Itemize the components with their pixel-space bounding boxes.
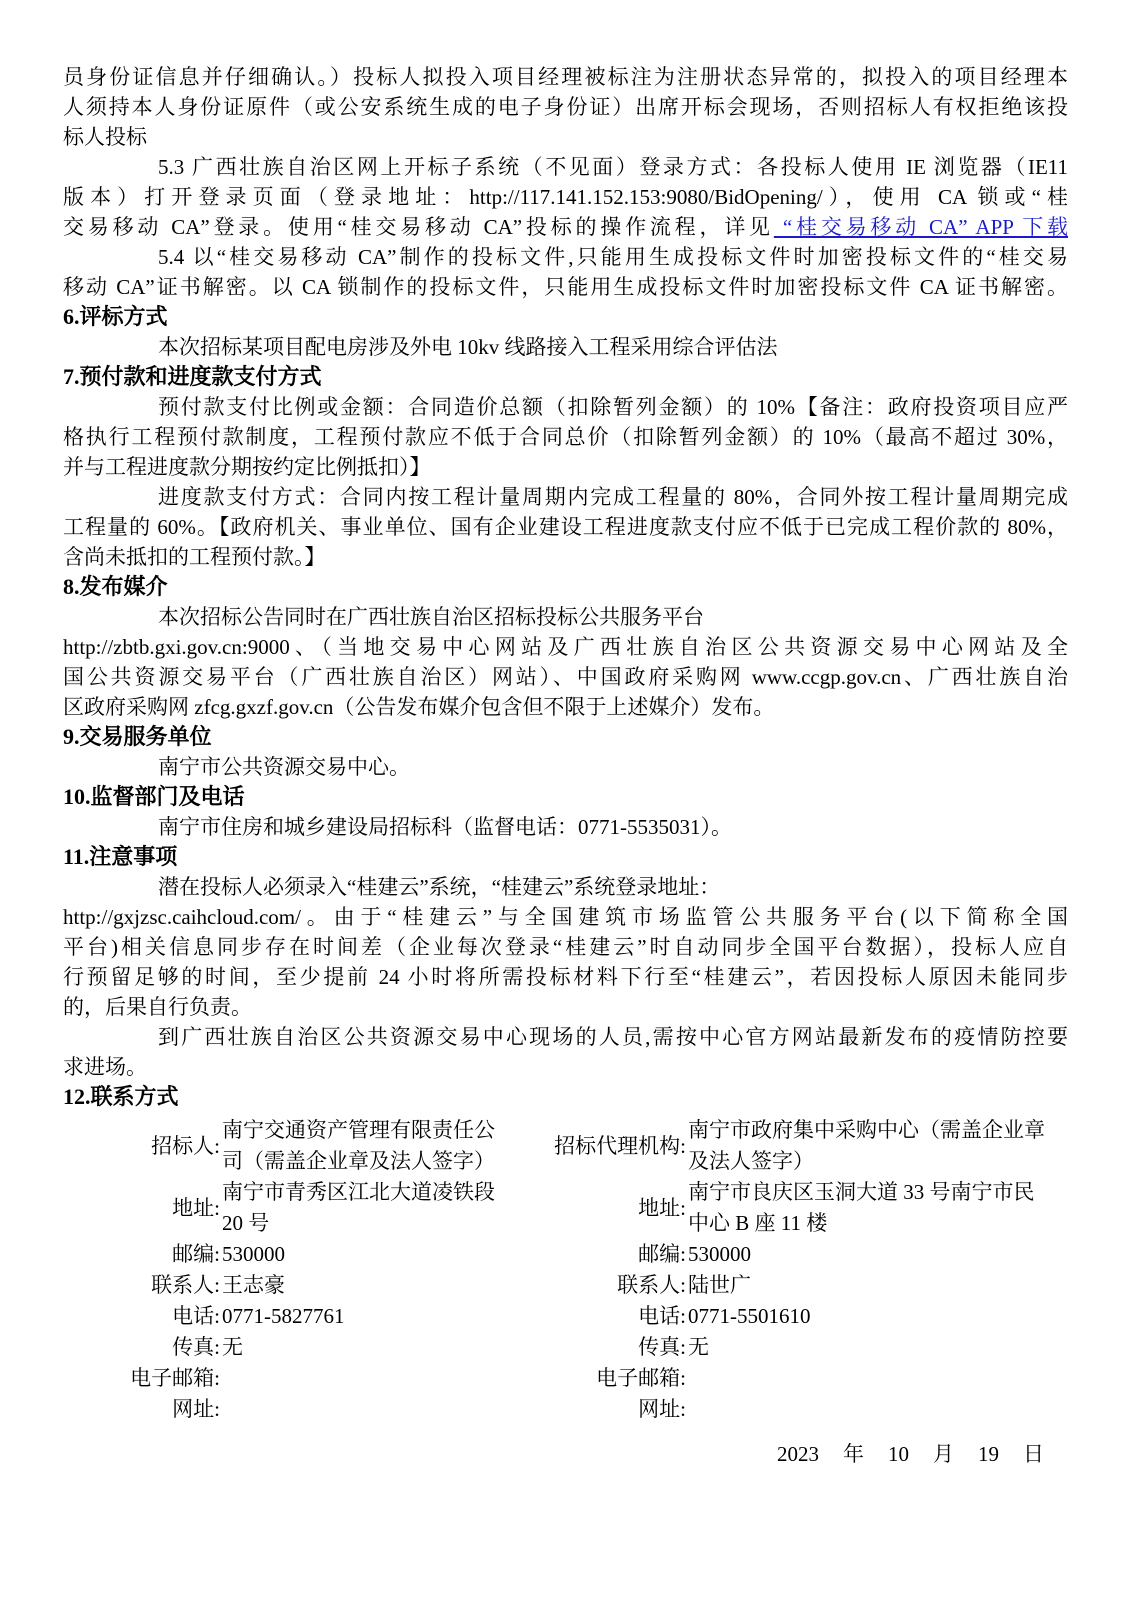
gui-mobile-ca-app-download-link[interactable]: “桂交易移动 CA” APP 下载: [773, 215, 1068, 239]
contact-label-text: 电话:: [638, 1304, 686, 1328]
section-heading: 8.发布媒介: [63, 574, 168, 599]
contact-label-text: 电话:: [172, 1304, 220, 1328]
contact-value-text: 530000: [688, 1242, 751, 1266]
contact-label-text: 招标人:: [151, 1133, 220, 1158]
contact-value: [222, 1270, 506, 1301]
contact-value-text: 南宁市青秀区江北大道凌铁段 20 号: [222, 1180, 495, 1235]
paragraph-line: 含尚未抵扣的工程预付款。】: [63, 545, 326, 569]
paragraph-line: 标人投标: [63, 125, 147, 149]
section-heading: 9.交易服务单位: [63, 724, 212, 749]
paragraph-line: 人须持本人身份证原件（或公安系统生成的电子身份证）出席开标会现场，否则招标人有权拒绝该投: [63, 95, 1068, 119]
contact-label-text: 电子邮箱:: [596, 1366, 686, 1390]
contact-value: [688, 1177, 1048, 1239]
contact-value-text: 0771-5501610: [688, 1304, 811, 1328]
contact-label-text: 传真:: [638, 1335, 686, 1359]
contact-label-text: 地址:: [172, 1195, 220, 1220]
contact-value: [222, 1332, 506, 1363]
contact-label: [63, 1270, 222, 1301]
contact-label: [63, 1394, 222, 1425]
contact-value: [222, 1239, 506, 1270]
paragraph-line: 本次招标公告同时在广西壮族自治区招标投标公共服务平台: [158, 605, 704, 629]
contact-label: [63, 1301, 222, 1332]
contact-label: [506, 1177, 688, 1239]
paragraph-line: 工程量的 60%。【政府机关、事业单位、国有企业建设工程进度款支付应不低于已完成工程价款的 80%，: [63, 515, 1068, 539]
contact-label: [506, 1363, 688, 1394]
date-token: 19: [978, 1442, 999, 1466]
contact-value-text: 陆世广: [688, 1273, 751, 1297]
contact-value: [222, 1177, 506, 1239]
paragraph-line: 进度款支付方式：合同内按工程计量周期内完成工程量的 80%，合同外按工程计量周期完成: [158, 485, 1068, 509]
contact-value-text: 王志豪: [222, 1273, 285, 1297]
paragraph-line: 员身份证信息并仔细确认。）投标人拟投入项目经理被标注为注册状态异常的，拟投入的项目经理本: [63, 65, 1068, 89]
paragraph-line: 移动 CA”证书解密。以 CA 锁制作的投标文件，只能用生成投标文件时加密投标文件 CA 证书解密。: [63, 275, 1068, 299]
contact-value-text: 530000: [222, 1242, 285, 1266]
contact-value: [688, 1301, 1048, 1332]
date-token: 10: [888, 1442, 909, 1466]
date-token: 日: [1023, 1442, 1044, 1466]
contact-label-text: 招标代理机构:: [554, 1133, 686, 1158]
contact-value-text: 无: [688, 1335, 709, 1359]
contact-table: [63, 1115, 1068, 1425]
document-content: [63, 62, 1068, 1469]
paragraph-line: [63, 212, 1068, 242]
date-token: 2023: [777, 1442, 819, 1466]
contact-label-text: 联系人:: [617, 1273, 686, 1297]
paragraph-line: 的，后果自行负责。: [63, 995, 252, 1019]
contact-value: [222, 1115, 506, 1177]
paragraph-line: 5.4 以“桂交易移动 CA”制作的投标文件,只能用生成投标文件时加密投标文件的“桂交易: [158, 245, 1068, 269]
paragraph-line: 行预留足够的时间，至少提前 24 小时将所需投标材料下行至“桂建云”，若因投标人原因未能同步: [63, 965, 1068, 989]
contact-value: [688, 1394, 1048, 1425]
paragraph-line: 平台)相关信息同步存在时间差（企业每次登录“桂建云”时自动同步全国平台数据），投标人应自: [63, 935, 1068, 959]
contact-label: [63, 1115, 222, 1177]
paragraph-line: 预付款支付比例或金额：合同造价总额（扣除暂列金额）的 10%【备注：政府投资项目应严: [158, 395, 1068, 419]
contact-value: [688, 1270, 1048, 1301]
paragraph-line: 区政府采购网 zfcg.gxzf.gov.cn（公告发布媒介包含但不限于上述媒介）发布。: [63, 695, 775, 719]
contact-value-text: 南宁市良庆区玉洞大道 33 号南宁市民中心 B 座 11 楼: [688, 1180, 1035, 1235]
paragraph-line: 南宁市公共资源交易中心。: [158, 755, 410, 779]
section-heading: 6.评标方式: [63, 304, 168, 329]
section-heading: 12.联系方式: [63, 1084, 179, 1109]
paragraph-line: 到广西壮族自治区公共资源交易中心现场的人员,需按中心官方网站最新发布的疫情防控要: [158, 1025, 1068, 1049]
contact-label: [506, 1270, 688, 1301]
contact-label-text: 传真:: [172, 1335, 220, 1359]
contact-label-text: 联系人:: [151, 1273, 220, 1297]
paragraph-line: http://gxjzsc.caihcloud.com/。由于“桂建云”与全国建筑市场监管公共服务平台(以下简称全国: [63, 905, 1068, 929]
contact-label: [63, 1239, 222, 1270]
contact-label: [506, 1301, 688, 1332]
contact-label-text: 地址:: [638, 1195, 686, 1220]
contact-value-text: 南宁交通资产管理有限责任公司（需盖企业章及法人签字）: [222, 1118, 495, 1173]
paragraph-line: 求进场。: [63, 1055, 147, 1079]
contact-value: [688, 1332, 1048, 1363]
contact-label: [63, 1363, 222, 1394]
contact-label-text: 网址:: [172, 1397, 220, 1421]
contact-label: [506, 1115, 688, 1177]
contact-value-text: 南宁市政府集中采购中心（需盖企业章及法人签字）: [688, 1118, 1045, 1173]
paragraph-line: 潜在投标人必须录入“桂建云”系统，“桂建云”系统登录地址：: [158, 875, 721, 899]
contact-value-text: 0771-5827761: [222, 1304, 345, 1328]
contact-value: [222, 1363, 506, 1394]
paragraph-line: 格执行工程预付款制度，工程预付款应不低于合同总价（扣除暂列金额）的 10%（最高不超过 30%，: [63, 425, 1068, 449]
document-body: [63, 62, 1068, 1112]
paragraph-line: http://zbtb.gxi.gov.cn:9000、（当地交易中心网站及广西壮族自治区公共资源交易中心网站及全: [63, 635, 1068, 659]
paragraph-line: 并与工程进度款分期按约定比例抵扣）】: [63, 455, 431, 479]
contact-label-text: 网址:: [638, 1397, 686, 1421]
contact-label-text: 邮编:: [638, 1242, 686, 1266]
contact-label: [506, 1239, 688, 1270]
contact-value: [688, 1239, 1048, 1270]
contact-value-text: 无: [222, 1335, 243, 1359]
contact-value: [222, 1394, 506, 1425]
date-line: [63, 1439, 1068, 1469]
text-segment: 交易移动 CA”登录。使用“桂交易移动 CA”投标的操作流程，详见: [63, 215, 774, 239]
contact-value: [688, 1363, 1048, 1394]
contact-label: [63, 1177, 222, 1239]
paragraph-line: 本次招标某项目配电房涉及外电 10kv 线路接入工程采用综合评估法: [158, 335, 778, 359]
contact-label: [63, 1332, 222, 1363]
paragraph-line: 版本）打开登录页面（登录地址：http://117.141.152.153:9080/BidOpening/），使用 CA 锁或“桂: [63, 185, 1068, 209]
paragraph-line: 国公共资源交易平台（广西壮族自治区）网站）、中国政府采购网 www.ccgp.gov.cn、广西壮族自治: [63, 665, 1068, 689]
section-heading: 10.监督部门及电话: [63, 784, 245, 809]
paragraph-line: 5.3 广西壮族自治区网上开标子系统（不见面）登录方式：各投标人使用 IE 浏览器（IE11: [158, 155, 1068, 179]
section-heading: 11.注意事项: [63, 844, 178, 869]
contact-label: [506, 1332, 688, 1363]
contact-label: [506, 1394, 688, 1425]
section-heading: 7.预付款和进度款支付方式: [63, 364, 322, 389]
date-token: 年: [843, 1442, 864, 1466]
contact-label-text: 电子邮箱:: [130, 1366, 220, 1390]
contact-value: [688, 1115, 1048, 1177]
paragraph-line: 南宁市住房和城乡建设局招标科（监督电话：0771-5535031）。: [158, 815, 732, 839]
date-token: 月: [933, 1442, 954, 1466]
contact-value: [222, 1301, 506, 1332]
contact-label-text: 邮编:: [172, 1242, 220, 1266]
